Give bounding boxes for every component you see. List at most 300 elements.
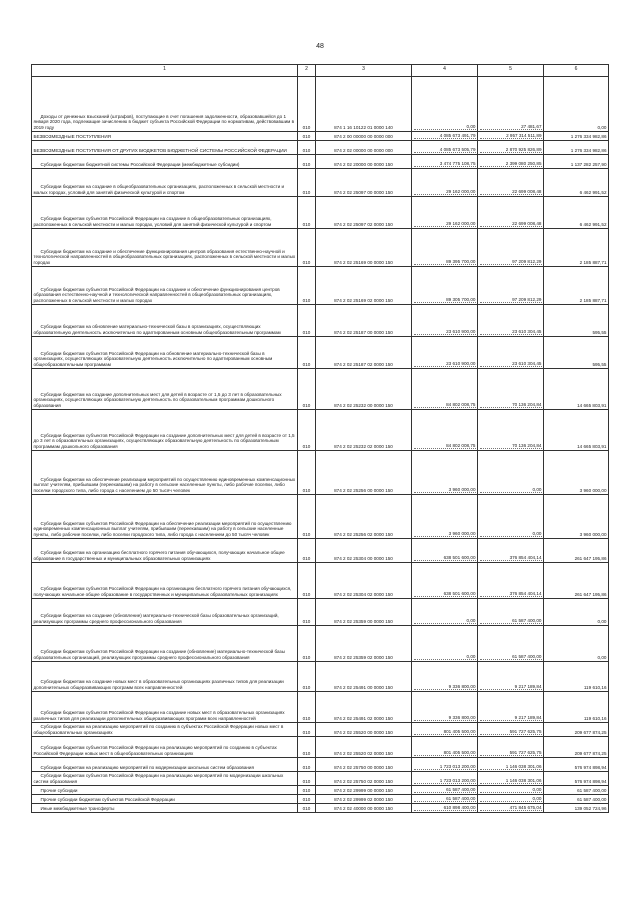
row-planned-amount [412, 132, 478, 141]
row-planned-amount [412, 786, 478, 795]
row-remaining-amount [544, 795, 609, 804]
row-remaining-amount [544, 229, 609, 267]
row-remaining-amount-text: 1 137 282 257,90 [570, 161, 607, 167]
row-budget-code: 874 2 00 00000 00 0000 000 [316, 132, 412, 141]
row-description [32, 141, 298, 155]
table-row [32, 563, 609, 599]
row-planned-amount-text: 29 162 000,00 [414, 221, 476, 227]
row-planned-amount-text: 801 405 500,00 [414, 750, 476, 756]
table-row [32, 229, 609, 267]
row-remaining-amount-text: 0,00 [597, 124, 607, 130]
row-remaining-amount [544, 495, 609, 539]
table-row [32, 662, 609, 692]
row-remaining-amount [544, 662, 609, 692]
row-line-code: 010 [298, 337, 316, 369]
header-cell-1: 1 [32, 65, 298, 77]
row-planned-amount-text: 1 723 013 200,00 [414, 764, 476, 770]
row-line-code: 010 [298, 758, 316, 772]
table-row [32, 305, 609, 337]
row-remaining-amount [544, 599, 609, 626]
row-description-text: Субсидии бюджетам на создание дополнительных мест для детей в возрасте от 1,5 до 3 лет в образовательных организациях, осуществляющих образовательную деятельность по образовательным программам дошкольного образования [33, 391, 282, 408]
row-description-text: Субсидии бюджетам субъектов Российской Федерации на создание дополнительных мест для детей в возрасте от 1,5 до 3 лет в образовательных организациях, осуществляющих образовательную деятельность по образовательным программам дошкольного образования [33, 432, 295, 449]
table-row [32, 795, 609, 804]
table-row [32, 267, 609, 305]
table-row [32, 451, 609, 495]
row-description-text: Субсидии бюджетам на обновление материально-технической базы в организациях, осуществляющих образовательную деятельность исключительно по адаптированным основным общеобразовательным программам [33, 324, 281, 335]
row-description-text: Субсидии бюджетам субъектов Российской Федерации на обеспечение реализации мероприятий по осуществлению единовременных компенсационных выплат учителям, прибывшим (переехавшим) на работу в сельские населенные пункты, либо рабочие поселки, либо поселки городского типа, либо города с населением до 50 тысяч человек [33, 520, 292, 537]
row-executed-amount [478, 737, 544, 758]
row-executed-amount [478, 410, 544, 451]
table-row [32, 626, 609, 662]
row-budget-code: 874 2 02 25359 02 0000 150 [316, 626, 412, 662]
row-executed-amount [478, 155, 544, 169]
row-line-code: 010 [298, 662, 316, 692]
table-row [32, 786, 609, 795]
row-budget-code: 874 2 02 25256 00 0000 150 [316, 451, 412, 495]
row-remaining-amount [544, 786, 609, 795]
row-description-text: Субсидии бюджетам бюджетной системы Российской Федерации (межбюджетные субсидии) [40, 161, 240, 167]
row-budget-code: 874 2 02 25491 02 0000 150 [316, 692, 412, 723]
row-description [32, 77, 298, 132]
row-executed-amount [478, 77, 544, 132]
table-row [32, 197, 609, 229]
row-remaining-amount-text: 119 610,16 [583, 715, 607, 721]
row-executed-amount-text: 9 217 189,84 [480, 715, 542, 721]
row-remaining-amount-text: 6 462 991,52 [579, 221, 607, 227]
row-planned-amount-text: 61 587 400,00 [414, 796, 476, 802]
row-description-text: Прочие субсидии бюджетам субъектов Российской Федерации [40, 796, 175, 802]
row-description-text: Субсидии бюджетам субъектов Российской Федерации на реализацию мероприятий по модернизации школьных систем образования [33, 773, 284, 784]
row-description-text: Субсидии бюджетам субъектов Российской Федерации на создание в общеобразовательных организациях, расположенных в сельской местности и малых городах, условий для занятий физической культурой и спортом [33, 216, 272, 227]
row-description [32, 772, 298, 786]
row-planned-amount-text: 89 305 700,00 [414, 297, 476, 303]
row-executed-amount-text: 0,00 [480, 796, 542, 802]
row-remaining-amount [544, 539, 609, 563]
row-executed-amount-text: 591 727 625,75 [480, 750, 542, 756]
row-remaining-amount-text: 119 610,16 [583, 684, 607, 690]
table-row [32, 723, 609, 737]
row-remaining-amount-text: 1 276 334 982,86 [570, 147, 607, 153]
row-planned-amount-text: 84 802 008,75 [414, 443, 476, 449]
row-description-text: Субсидии бюджетам на создание в общеобразовательных организациях, расположенных в сельской местности и малых городах, условий для занятий физической культурой и спортом [33, 184, 285, 195]
row-planned-amount-text: 61 587 400,00 [414, 787, 476, 793]
table-row [32, 692, 609, 723]
row-budget-code: 874 2 02 25097 00 0000 150 [316, 169, 412, 197]
row-budget-code: 874 2 02 25232 02 0000 150 [316, 410, 412, 451]
row-description [32, 599, 298, 626]
row-line-code: 010 [298, 795, 316, 804]
row-planned-amount-text: 3 474 775 108,75 [414, 161, 476, 167]
row-description-text: Доходы от денежных взысканий (штрафов), поступающие в счет погашения задолженности, образовавшейся до 1 января 2020 года, подлежащие зачислению в бюджет субъекта Российской Федерации по нормативам, действовавшим в 2019 году [33, 113, 295, 130]
row-remaining-amount-text: 576 974 898,94 [574, 778, 607, 784]
row-remaining-amount [544, 772, 609, 786]
table-row [32, 758, 609, 772]
row-description [32, 786, 298, 795]
row-remaining-amount [544, 758, 609, 772]
row-description-text: Прочие субсидии [40, 787, 78, 793]
table-row [32, 495, 609, 539]
row-planned-amount-text: 9 336 800,00 [414, 684, 476, 690]
row-line-code: 010 [298, 692, 316, 723]
row-executed-amount [478, 662, 544, 692]
row-executed-amount-text: 61 587 400,00 [480, 618, 542, 624]
row-executed-amount [478, 495, 544, 539]
row-budget-code: 874 2 02 25491 00 0000 150 [316, 662, 412, 692]
row-remaining-amount [544, 563, 609, 599]
row-description-text: Субсидии бюджетам на реализацию мероприятий по созданию в субъектах Российской Федерации новых мест в общеобразовательных организациях [33, 724, 284, 735]
row-planned-amount [412, 495, 478, 539]
row-remaining-amount [544, 451, 609, 495]
row-planned-amount-text: 3 960 000,00 [414, 531, 476, 537]
row-executed-amount-text: 0,00 [480, 787, 542, 793]
row-description [32, 337, 298, 369]
row-executed-amount-text: 471 845 675,04 [480, 805, 542, 811]
row-planned-amount [412, 723, 478, 737]
table-row [32, 77, 609, 132]
row-planned-amount [412, 772, 478, 786]
row-planned-amount [412, 305, 478, 337]
row-description [32, 267, 298, 305]
row-executed-amount [478, 539, 544, 563]
row-description-text: Субсидии бюджетам субъектов Российской Федерации на создание новых мест в образовательных организациях различных типов для реализации дополнительных общеразвивающих программ всех направленностей [33, 710, 285, 721]
row-description [32, 132, 298, 141]
row-executed-amount-text: 22 699 008,48 [480, 189, 542, 195]
row-remaining-amount-text: 209 677 874,25 [574, 729, 607, 735]
row-line-code: 010 [298, 804, 316, 813]
row-description-text: БЕЗВОЗМЕЗДНЫЕ ПОСТУПЛЕНИЯ ОТ ДРУГИХ БЮДЖЕТОВ БЮДЖЕТНОЙ СИСТЕМЫ РОССИЙСКОЙ ФЕДЕРАЦИИ [33, 147, 287, 153]
row-budget-code: 874 2 02 25169 00 0000 150 [316, 229, 412, 267]
row-remaining-amount [544, 197, 609, 229]
row-description [32, 369, 298, 410]
table-row [32, 155, 609, 169]
row-line-code: 010 [298, 197, 316, 229]
row-description [32, 169, 298, 197]
row-remaining-amount [544, 141, 609, 155]
row-planned-amount-text: 0,00 [414, 124, 476, 130]
row-planned-amount-text: 4 085 673 491,79 [414, 133, 476, 139]
row-line-code: 010 [298, 737, 316, 758]
row-description [32, 662, 298, 692]
row-executed-amount-text: 2 870 925 826,89 [480, 147, 542, 153]
row-budget-code: 874 2 02 25169 02 0000 150 [316, 267, 412, 305]
row-remaining-amount [544, 77, 609, 132]
row-remaining-amount [544, 155, 609, 169]
row-executed-amount [478, 804, 544, 813]
table-row [32, 141, 609, 155]
row-remaining-amount [544, 626, 609, 662]
row-budget-code: 874 2 02 40000 00 0000 150 [316, 804, 412, 813]
row-executed-amount [478, 132, 544, 141]
row-budget-code: 874 2 02 25256 02 0000 150 [316, 495, 412, 539]
row-executed-amount [478, 692, 544, 723]
header-cell-4: 4 [412, 65, 478, 77]
row-executed-amount [478, 451, 544, 495]
row-description [32, 197, 298, 229]
row-description-text: БЕЗВОЗМЕЗДНЫЕ ПОСТУПЛЕНИЯ [33, 133, 111, 139]
row-remaining-amount-text: 6 462 991,52 [579, 189, 607, 195]
row-planned-amount-text: 638 501 600,00 [414, 591, 476, 597]
row-planned-amount [412, 804, 478, 813]
row-planned-amount-text: 638 501 600,00 [414, 555, 476, 561]
row-planned-amount [412, 451, 478, 495]
row-executed-amount [478, 563, 544, 599]
row-description-text: Субсидии бюджетам на реализацию мероприятий по модернизации школьных систем образования [40, 764, 254, 770]
row-planned-amount-text: 29 162 000,00 [414, 189, 476, 195]
row-planned-amount [412, 155, 478, 169]
row-line-code: 010 [298, 77, 316, 132]
row-budget-code: 874 2 02 25359 00 0000 150 [316, 599, 412, 626]
row-executed-amount-text: 1 146 038 301,06 [480, 764, 542, 770]
header-cell-2: 2 [298, 65, 316, 77]
row-description-text: Субсидии бюджетам субъектов Российской Федерации на организацию бесплатного горячего питания обучающихся, получающих начальное общее образование в государственных и муниципальных образовательных организациях [33, 586, 292, 597]
row-line-code: 010 [298, 723, 316, 737]
row-planned-amount [412, 197, 478, 229]
table-row [32, 737, 609, 758]
row-description [32, 626, 298, 662]
table-row [32, 410, 609, 451]
row-budget-code: 874 2 02 29999 02 0000 150 [316, 795, 412, 804]
row-remaining-amount-text: 595,55 [592, 361, 607, 367]
row-remaining-amount [544, 132, 609, 141]
row-remaining-amount-text: 209 677 874,25 [574, 750, 607, 756]
row-executed-amount-text: 97 209 812,29 [480, 297, 542, 303]
row-budget-code: 874 2 02 25187 02 0000 150 [316, 337, 412, 369]
row-description [32, 495, 298, 539]
row-executed-amount [478, 723, 544, 737]
row-remaining-amount-text: 576 974 898,94 [574, 764, 607, 770]
row-line-code: 010 [298, 772, 316, 786]
row-budget-code: 874 2 02 25304 02 0000 150 [316, 563, 412, 599]
row-budget-code: 874 2 02 25520 00 0000 150 [316, 723, 412, 737]
row-remaining-amount-text: 261 647 195,86 [574, 591, 607, 597]
row-executed-amount-text: 27 481,67 [480, 124, 542, 130]
row-executed-amount [478, 141, 544, 155]
row-remaining-amount-text: 1 276 334 982,86 [570, 133, 607, 139]
table-header-row [32, 65, 609, 77]
row-description [32, 737, 298, 758]
row-budget-code: 874 2 02 25097 02 0000 150 [316, 197, 412, 229]
row-executed-amount-text: 2 399 080 250,85 [480, 161, 542, 167]
row-line-code: 010 [298, 132, 316, 141]
row-planned-amount-text: 9 336 800,00 [414, 715, 476, 721]
row-planned-amount [412, 539, 478, 563]
row-remaining-amount-text: 2 185 887,71 [579, 297, 607, 303]
row-remaining-amount [544, 169, 609, 197]
row-planned-amount-text: 4 085 673 505,79 [414, 147, 476, 153]
row-planned-amount-text: 23 610 900,00 [414, 361, 476, 367]
table-row [32, 772, 609, 786]
row-description [32, 804, 298, 813]
row-description-text: Субсидии бюджетам на создание (обновление) материально-технической базы образовательных организаций, реализующих программы среднего профессионального образования [33, 613, 279, 624]
row-planned-amount-text: 610 898 400,00 [414, 805, 476, 811]
row-line-code: 010 [298, 451, 316, 495]
row-planned-amount [412, 229, 478, 267]
row-executed-amount-text: 1 146 038 301,06 [480, 778, 542, 784]
row-executed-amount [478, 758, 544, 772]
row-line-code: 010 [298, 267, 316, 305]
row-remaining-amount [544, 369, 609, 410]
row-remaining-amount [544, 692, 609, 723]
row-executed-amount-text: 22 699 008,48 [480, 221, 542, 227]
table-row [32, 804, 609, 813]
row-description [32, 155, 298, 169]
row-executed-amount [478, 599, 544, 626]
row-remaining-amount-text: 14 665 803,91 [577, 443, 607, 449]
row-description-text: Субсидии бюджетам на обеспечение реализации мероприятий по осуществлению единовременных компенсационных выплат учителям, прибывшим (переехавшим) на работу в сельские населенные пункты, либо рабочие поселки, либо поселки городского типа, либо города с населением до 50 тысяч человек [33, 476, 296, 493]
row-line-code: 010 [298, 155, 316, 169]
row-executed-amount-text: 0,00 [480, 487, 542, 493]
row-budget-code: 874 2 02 20000 00 0000 150 [316, 155, 412, 169]
row-remaining-amount [544, 410, 609, 451]
row-description [32, 305, 298, 337]
row-remaining-amount-text: 2 185 887,71 [579, 259, 607, 265]
row-line-code: 010 [298, 305, 316, 337]
row-remaining-amount-text: 0,00 [597, 618, 607, 624]
row-executed-amount-text: 70 136 204,84 [480, 443, 542, 449]
row-description [32, 451, 298, 495]
row-remaining-amount [544, 267, 609, 305]
row-description-text: Субсидии бюджетам субъектов Российской Федерации на обновление материально-технической базы в организациях, осуществляющих образовательную деятельность исключительно по адаптированным основным общеобразовательным программам [33, 350, 273, 367]
table-row [32, 369, 609, 410]
row-budget-code: 874 2 02 25232 00 0000 150 [316, 369, 412, 410]
row-description [32, 723, 298, 737]
row-description [32, 229, 298, 267]
row-line-code: 010 [298, 141, 316, 155]
row-planned-amount-text: 801 405 500,00 [414, 729, 476, 735]
row-budget-code: 874 2 02 25750 02 0000 150 [316, 772, 412, 786]
row-executed-amount-text: 23 610 304,45 [480, 361, 542, 367]
row-description-text: Субсидии бюджетам субъектов Российской Федерации на реализацию мероприятий по созданию в субъектах Российской Федерации новых мест в общеобразовательных организациях [33, 745, 277, 756]
row-executed-amount-text: 9 217 189,84 [480, 684, 542, 690]
row-planned-amount-text: 89 395 700,00 [414, 259, 476, 265]
row-executed-amount-text: 61 587 400,00 [480, 654, 542, 660]
row-budget-code: 874 2 02 00000 00 0000 000 [316, 141, 412, 155]
row-line-code: 010 [298, 410, 316, 451]
row-planned-amount [412, 141, 478, 155]
row-planned-amount [412, 626, 478, 662]
row-remaining-amount-text: 61 587 400,00 [577, 796, 607, 802]
row-executed-amount [478, 369, 544, 410]
row-planned-amount [412, 337, 478, 369]
row-planned-amount [412, 795, 478, 804]
row-description-text: Субсидии бюджетам субъектов Российской Федерации на создание и обеспечение функционирования центров образования естественно-научной и технологической направленностей в общеобразовательных организациях, расположенных в сельской местности и малых городах [33, 286, 280, 303]
row-line-code: 010 [298, 495, 316, 539]
header-cell-3: 3 [316, 65, 412, 77]
row-remaining-amount-text: 595,55 [592, 329, 607, 335]
row-line-code: 010 [298, 599, 316, 626]
row-description-text: Субсидии бюджетам субъектов Российской Федерации на создание (обновление) материально-технической базы образовательных организаций, реализующих программы среднего профессионального образования [33, 649, 285, 660]
table-row [32, 539, 609, 563]
row-executed-amount-text: 376 854 404,14 [480, 591, 542, 597]
page-number: 48 [316, 43, 324, 50]
row-budget-code: 874 1 16 10122 01 0000 140 [316, 77, 412, 132]
row-executed-amount [478, 626, 544, 662]
row-planned-amount [412, 563, 478, 599]
row-planned-amount [412, 169, 478, 197]
row-remaining-amount-text: 0,00 [597, 654, 607, 660]
row-executed-amount-text: 376 854 404,14 [480, 555, 542, 561]
row-planned-amount [412, 77, 478, 132]
row-planned-amount-text: 23 610 900,00 [414, 329, 476, 335]
row-executed-amount [478, 197, 544, 229]
row-executed-amount [478, 305, 544, 337]
row-description [32, 758, 298, 772]
row-planned-amount [412, 599, 478, 626]
row-executed-amount [478, 229, 544, 267]
row-executed-amount [478, 337, 544, 369]
row-executed-amount [478, 267, 544, 305]
row-description-text: Субсидии бюджетам на организацию бесплатного горячего питания обучающихся, получающих начальное общее образование в государственных и муниципальных образовательных организациях [33, 550, 285, 561]
row-executed-amount-text: 2 957 314 511,89 [480, 133, 542, 139]
row-planned-amount [412, 692, 478, 723]
row-line-code: 010 [298, 786, 316, 795]
row-description [32, 563, 298, 599]
row-description [32, 795, 298, 804]
row-executed-amount-text: 591 727 625,75 [480, 729, 542, 735]
row-executed-amount [478, 169, 544, 197]
row-planned-amount-text: 0,00 [414, 618, 476, 624]
row-description-text: Субсидии бюджетам на создание новых мест в образовательных организациях различных типов для реализации дополнительных общеразвивающих программ всех направленностей [33, 679, 284, 690]
row-budget-code: 874 2 02 25304 00 0000 150 [316, 539, 412, 563]
budget-table [31, 64, 609, 813]
row-executed-amount-text: 70 136 204,84 [480, 402, 542, 408]
row-planned-amount-text: 3 960 000,00 [414, 487, 476, 493]
row-budget-code: 874 2 02 25750 00 0000 150 [316, 758, 412, 772]
row-budget-code: 874 2 02 29999 00 0000 150 [316, 786, 412, 795]
table-row [32, 337, 609, 369]
row-line-code: 010 [298, 539, 316, 563]
table-row [32, 169, 609, 197]
row-line-code: 010 [298, 169, 316, 197]
row-remaining-amount-text: 139 052 724,96 [574, 805, 607, 811]
row-remaining-amount [544, 804, 609, 813]
row-executed-amount-text: 0,00 [480, 531, 542, 537]
row-remaining-amount [544, 723, 609, 737]
row-budget-code: 874 2 02 25520 02 0000 150 [316, 737, 412, 758]
row-planned-amount-text: 0,00 [414, 654, 476, 660]
row-description [32, 539, 298, 563]
table-row [32, 132, 609, 141]
row-description-text: Иные межбюджетные трансферты [40, 805, 115, 811]
header-cell-5: 5 [478, 65, 544, 77]
table-row [32, 599, 609, 626]
row-planned-amount [412, 662, 478, 692]
row-description-text: Субсидии бюджетам на создание и обеспечение функционирования центров образования естественно-научной и технологической направленностей в общеобразовательных организациях, расположенных в сельской местности и малых городах [33, 248, 296, 265]
row-planned-amount [412, 758, 478, 772]
row-line-code: 010 [298, 626, 316, 662]
row-description [32, 692, 298, 723]
row-remaining-amount [544, 305, 609, 337]
row-executed-amount [478, 795, 544, 804]
row-remaining-amount-text: 3 960 000,00 [579, 487, 607, 493]
row-remaining-amount-text: 61 587 400,00 [577, 787, 607, 793]
row-line-code: 010 [298, 229, 316, 267]
row-planned-amount-text: 84 802 008,75 [414, 402, 476, 408]
row-remaining-amount [544, 337, 609, 369]
row-remaining-amount-text: 3 960 000,00 [579, 531, 607, 537]
row-executed-amount-text: 23 610 304,45 [480, 329, 542, 335]
row-planned-amount [412, 737, 478, 758]
row-budget-code: 874 2 02 25187 00 0000 150 [316, 305, 412, 337]
row-remaining-amount-text: 261 647 195,86 [574, 555, 607, 561]
row-executed-amount [478, 772, 544, 786]
row-line-code: 010 [298, 369, 316, 410]
row-line-code: 010 [298, 563, 316, 599]
row-executed-amount [478, 786, 544, 795]
row-planned-amount [412, 410, 478, 451]
row-planned-amount [412, 267, 478, 305]
row-description [32, 410, 298, 451]
